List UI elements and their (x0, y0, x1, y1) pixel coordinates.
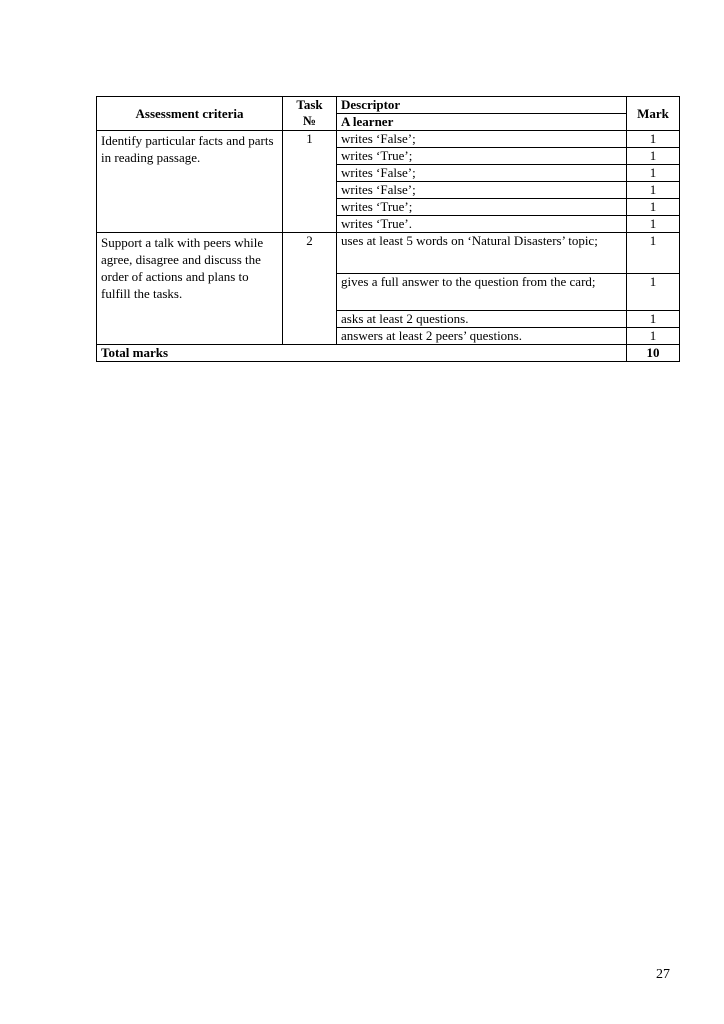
criteria-cell: Identify particular facts and parts in reading passage. (97, 131, 283, 233)
task-number-cell: 1 (283, 131, 337, 233)
mark-cell: 1 (627, 233, 680, 274)
header-task-number-sign: № (302, 113, 317, 128)
header-descriptor: Descriptor (337, 97, 627, 114)
mark-cell: 1 (627, 131, 680, 148)
descriptor-cell: uses at least 5 words on ‘Natural Disasters’ topic; (337, 233, 627, 274)
mark-cell: 1 (627, 165, 680, 182)
total-marks-label: Total marks (97, 345, 627, 362)
descriptor-cell: writes ‘False’; (337, 165, 627, 182)
header-task (283, 97, 337, 131)
assessment-table (96, 96, 680, 362)
descriptor-cell: writes ‘True’. (337, 216, 627, 233)
header-criteria: Assessment criteria (97, 97, 283, 131)
mark-cell: 1 (627, 311, 680, 328)
mark-cell: 1 (627, 216, 680, 233)
mark-cell: 1 (627, 148, 680, 165)
descriptor-cell: writes ‘True’; (337, 148, 627, 165)
descriptor-cell: writes ‘False’; (337, 182, 627, 199)
descriptor-cell: writes ‘True’; (337, 199, 627, 216)
mark-cell: 1 (627, 328, 680, 345)
descriptor-cell: gives a full answer to the question from the card; (337, 274, 627, 311)
mark-cell: 1 (627, 199, 680, 216)
header-mark: Mark (627, 97, 680, 131)
header-task-label: Task (296, 97, 323, 112)
mark-cell: 1 (627, 274, 680, 311)
descriptor-cell: answers at least 2 peers’ questions. (337, 328, 627, 345)
page-number: 27 (656, 967, 670, 982)
mark-cell: 1 (627, 182, 680, 199)
total-marks-value: 10 (627, 345, 680, 362)
descriptor-cell: writes ‘False’; (337, 131, 627, 148)
descriptor-cell: asks at least 2 questions. (337, 311, 627, 328)
criteria-cell: Support a talk with peers while agree, disagree and discuss the order of actions and plans to fulfill the tasks. (97, 233, 283, 345)
task-number-cell: 2 (283, 233, 337, 345)
header-learner: A learner (337, 114, 627, 131)
